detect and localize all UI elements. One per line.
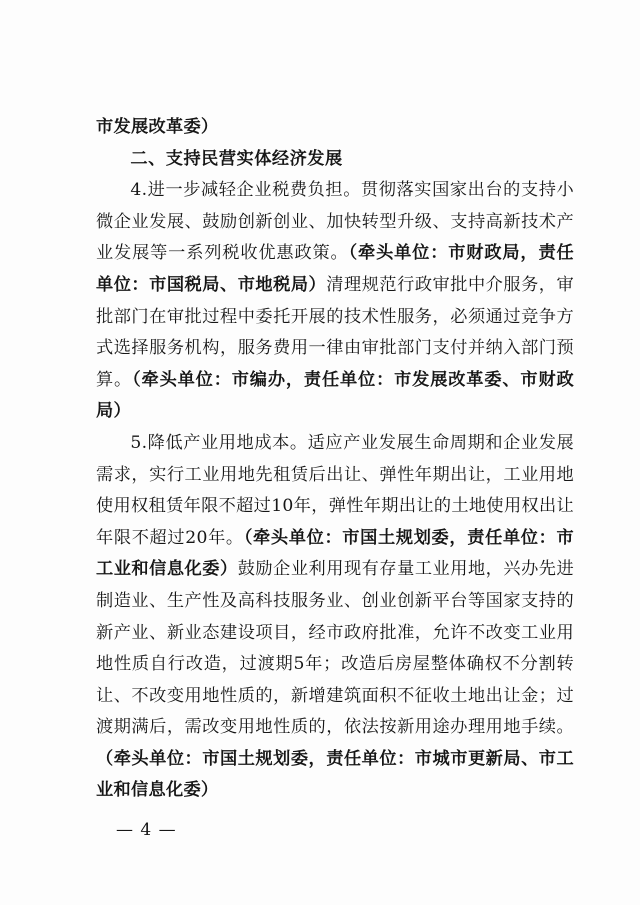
item-5-responsibility-1: （牵头单位：市国土规划委，责任单位：市工业和信息化委） [96, 527, 574, 580]
item-5-text-2: 鼓励企业利用现有存量工业用地，兴办先进制造业、生产性及高科技服务业、创业创新平台等国家支持的新产业、新业态建设项目，经市政府批准，允许不改变工业用地性质自行改造，过渡期5年；改造后房屋整体确权不分割转让、不改变用地性质的，新增建筑面积不征收土地出让金；过渡期满后，需改变用地性质的，依法按新用途办理用地手续。 [96, 559, 575, 738]
item-5-text-1: 5.降低产业用地成本。适应产业发展生命周期和企业发展需求，实行工业用地先租赁后出让、弹性年期出让，工业用地使用权租赁年限不超过10年，弹性年期出让的土地使用权出让年限不超过20年。 [96, 432, 574, 548]
continuation-text: 市发展改革委） [96, 117, 219, 137]
item-4-text-2: 清理规范行政审批中介服务，审批部门在审批过程中委托开展的技术性服务，必须通过竞争方式选择服务机构，服务费用一律由审批部门支付并纳入部门预算。 [96, 274, 575, 390]
document-body [96, 112, 574, 807]
item-5-responsibility-2: （牵头单位：市国土规划委，责任单位：市城市更新局、市工业和信息化委） [96, 748, 574, 801]
item-4-responsibility-1: （牵头单位：市财政局，责任单位：市国税局、市地税局） [96, 243, 574, 295]
item-4-text-1: 4.进一步减轻企业税费负担。贯彻落实国家出台的支持小微企业发展、鼓励创新创业、加快转型升级、支持高新技术产业发展等一系列税收优惠政策。 [96, 180, 574, 264]
paragraph-item-4 [96, 175, 574, 428]
continuation-line [96, 112, 574, 144]
paragraph-item-5 [96, 428, 574, 807]
item-4-responsibility-2: （牵头单位：市编办，责任单位：市发展改革委、市财政局） [96, 369, 574, 422]
page-number: — 4 — [116, 820, 177, 840]
section-heading: 二、支持民营实体经济发展 [130, 148, 343, 169]
